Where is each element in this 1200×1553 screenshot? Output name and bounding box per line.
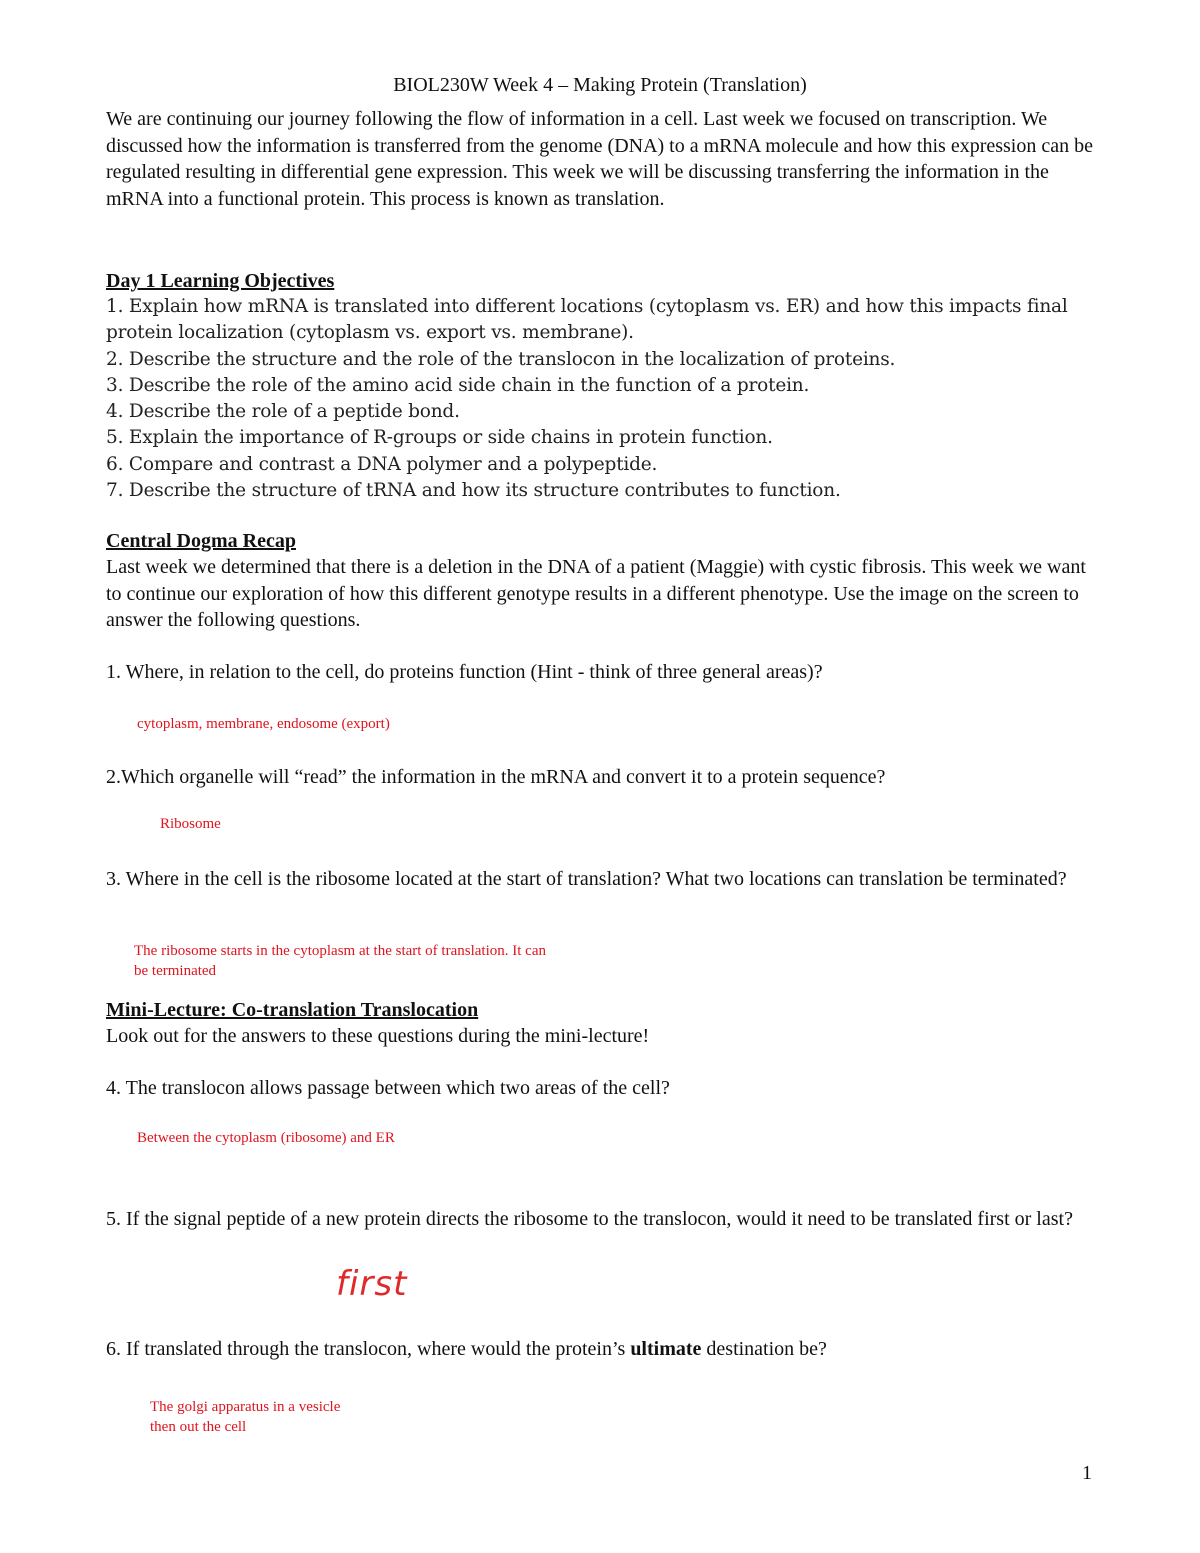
question-6-text-start: 6. If translated through the translocon, where would the protein’s (106, 1338, 631, 1360)
question-6-emphasis: ultimate (630, 1338, 702, 1360)
objectives-list (106, 294, 1101, 504)
objective-item: 3. Describe the role of the amino acid side chain in the function of a protein. (106, 374, 810, 396)
answer-2: Ribosome (160, 816, 221, 832)
objectives-heading: Day 1 Learning Objectives (106, 270, 335, 292)
question-1: 1. Where, in relation to the cell, do proteins function (Hint - think of three general areas)? (106, 661, 823, 683)
answer-6-line-1: The golgi apparatus in a vesicle (150, 1399, 341, 1415)
question-6 (106, 1336, 1101, 1363)
objective-item: 1. Explain how mRNA is translated into different locations (cytoplasm vs. ER) and how this impacts final protein localization (cytoplasm vs. export vs. membrane). (106, 296, 1068, 344)
question-3: 3. Where in the cell is the ribosome located at the start of translation? What two locations can translation be terminated? (106, 868, 1067, 890)
objective-item: 4. Describe the role of a peptide bond. (106, 401, 460, 423)
answer-3-line-1: The ribosome starts in the cytoplasm at the start of translation. It can (134, 943, 546, 959)
objective-item: 2. Describe the structure and the role of the translocon in the localization of proteins. (106, 348, 896, 370)
objective-item: 5. Explain the importance of R-groups or side chains in protein function. (106, 427, 773, 449)
answer-6-line-2: then out the cell (150, 1419, 247, 1435)
page-title: BIOL230W Week 4 – Making Protein (Translation) (393, 74, 807, 96)
question-6-text-end: destination be? (701, 1338, 827, 1360)
recap-section (106, 528, 1101, 634)
minilecture-section (106, 997, 1101, 1050)
intro-paragraph: We are continuing our journey following the flow of information in a cell. Last week we focused on transcription. We discussed how the information is transferred from the genome (DNA) to a mRNA molecule and how this expression can be regulated resulting in differential gene expression. This week we will be discussing transferring the information in the mRNA into a functional protein. This process is known as translation. (106, 108, 1093, 210)
recap-heading: Central Dogma Recap (106, 530, 296, 552)
answer-5-handwritten: first (336, 1264, 408, 1304)
recap-paragraph: Last week we determined that there is a deletion in the DNA of a patient (Maggie) with cystic fibrosis. This week we want to continue our exploration of how this different genotype results in a different phenotype. Use the image on the screen to answer the following questions. (106, 556, 1086, 631)
objective-item: 7. Describe the structure of tRNA and how its structure contributes to function. (106, 480, 841, 502)
answer-3-line-2: be terminated (134, 963, 217, 979)
page-number: 1 (1082, 1462, 1092, 1484)
objectives-section (106, 268, 1101, 504)
minilecture-paragraph: Look out for the answers to these questions during the mini-lecture! (106, 1025, 650, 1047)
objective-item: 6. Compare and contrast a DNA polymer and a polypeptide. (106, 453, 658, 475)
answer-4: Between the cytoplasm (ribosome) and ER (137, 1130, 395, 1146)
answer-6 (150, 1397, 340, 1437)
question-2: 2.Which organelle will “read” the information in the mRNA and convert it to a protein sequence? (106, 766, 886, 788)
minilecture-heading: Mini-Lecture: Co-translation Translocation (106, 999, 479, 1021)
answer-3 (134, 941, 546, 981)
answer-1: cytoplasm, membrane, endosome (export) (137, 716, 390, 732)
question-5: 5. If the signal peptide of a new protein directs the ribosome to the translocon, would it need to be translated first or last? (106, 1208, 1073, 1230)
question-4: 4. The translocon allows passage between which two areas of the cell? (106, 1077, 670, 1099)
